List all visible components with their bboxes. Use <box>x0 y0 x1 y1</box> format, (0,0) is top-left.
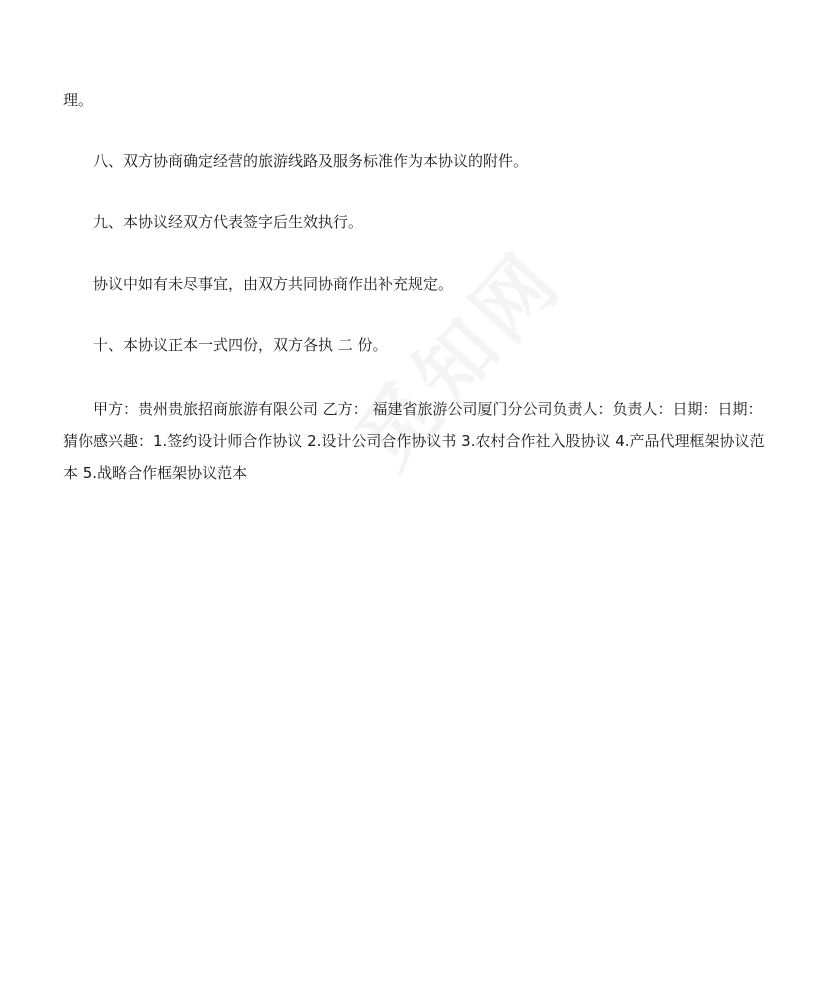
paragraph-clause-8: 八、双方协商确定经营的旅游线路及服务标准作为本协议的附件。 <box>93 152 529 170</box>
paragraph-clause-9: 九、本协议经双方代表签字后生效执行。 <box>93 213 364 231</box>
paragraph-supplement: 协议中如有未尽事宜，由双方共同协商作出补充规定。 <box>93 275 454 293</box>
paragraph-signatures: 甲方：贵州贵旅招商旅游有限公司 乙方： 福建省旅游公司厦门分公司负责人：负责人：日期：日期：猜你感兴趣：1.签约设计师合作协议 2.设计公司合作协议书 3.农村合作社入股协议 4.产品代理框架协议范本 5.战略合作框架协议范本 <box>63 400 765 482</box>
paragraph-clause-10: 十、本协议正本一式四份，双方各执 二 份。 <box>93 336 388 354</box>
paragraph-continuation: 理。 <box>63 91 94 109</box>
